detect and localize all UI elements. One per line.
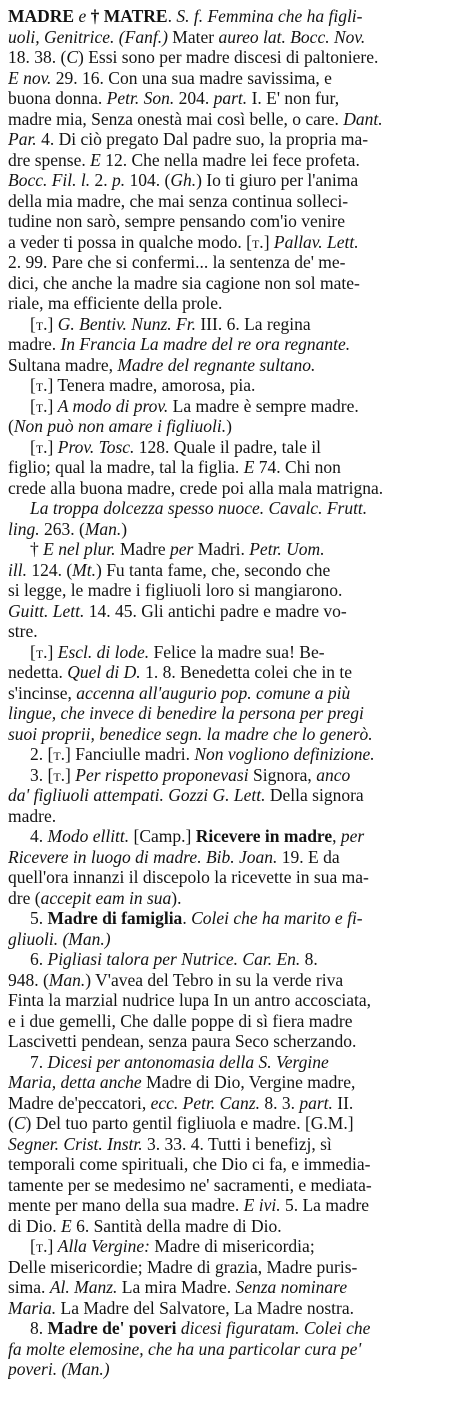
text-run: 104. ( bbox=[125, 170, 171, 190]
text-line bbox=[8, 1277, 457, 1298]
text-line bbox=[8, 437, 457, 458]
text-line bbox=[8, 1072, 457, 1093]
text-line bbox=[8, 293, 457, 314]
text-run: 263. ( bbox=[39, 518, 85, 539]
text-run: 8. 3. bbox=[259, 1092, 300, 1113]
text-line bbox=[8, 355, 457, 376]
text-line bbox=[8, 1216, 457, 1237]
text-run: ). bbox=[171, 887, 182, 908]
text-run: aureo lat. Bocc. Nov. bbox=[218, 26, 366, 47]
text-run: ) Del tuo parto gentil figliuola e madre. [G.M.] bbox=[25, 1113, 354, 1133]
text-run: ] bbox=[47, 436, 58, 457]
text-run: Signora, bbox=[248, 764, 317, 785]
text-run: Bocc. Fil. l. bbox=[8, 170, 91, 190]
text-run: ) Essi sono per madre discesi di paltoniere. bbox=[78, 47, 379, 67]
text-run: Madre del regnante sultano. bbox=[117, 354, 316, 375]
text-line bbox=[8, 170, 457, 191]
text-run: Man. bbox=[84, 518, 122, 539]
text-line bbox=[8, 252, 457, 273]
text-run: della mia madre, che mai senza continua solleci- bbox=[8, 190, 349, 211]
text-run: figlio; qual la madre, tal la figlia. bbox=[8, 457, 244, 477]
text-run: 6. Santità della madre di Dio. bbox=[71, 1215, 282, 1236]
text-line bbox=[8, 334, 457, 355]
text-run: E nel plur. bbox=[43, 539, 116, 559]
text-run: 14. 45. Gli antichi padre e madre vo- bbox=[84, 600, 347, 621]
text-run: E bbox=[243, 457, 255, 477]
text-line bbox=[8, 68, 457, 89]
text-run: crede alla buona madre, crede poi alla mala matrigna. bbox=[8, 477, 384, 498]
text-run: E bbox=[90, 149, 101, 170]
text-run: . bbox=[182, 908, 192, 928]
text-line bbox=[8, 765, 457, 786]
text-run: † MATRE bbox=[90, 6, 168, 26]
text-run: riale, ma efficiente della prole. bbox=[8, 293, 223, 313]
text-line bbox=[8, 478, 457, 499]
text-line bbox=[8, 867, 457, 888]
text-run: Alla Vergine: bbox=[57, 1236, 150, 1256]
text-line bbox=[8, 416, 457, 437]
text-line bbox=[8, 806, 457, 827]
text-line bbox=[8, 129, 457, 150]
text-run: ] bbox=[47, 1236, 58, 1256]
text-run: 3. [ bbox=[30, 764, 54, 785]
text-run: lingue, che invece di benedire la persona per pregi bbox=[8, 703, 364, 723]
text-run: ] bbox=[65, 764, 76, 785]
text-line bbox=[8, 1257, 457, 1278]
text-run: † bbox=[30, 539, 44, 559]
text-run: Madre di famiglia bbox=[47, 908, 183, 928]
text-run: Petr. Son. bbox=[106, 88, 175, 108]
text-run: 2. 99. Pare che si confermi... la sentenza de' me- bbox=[8, 252, 346, 272]
text-run: per bbox=[340, 826, 365, 846]
text-run: quell'ora innanzi il discepolo la ricevette in sua ma- bbox=[8, 867, 369, 887]
text-run: S. f. Femmina che ha figli- bbox=[176, 6, 363, 26]
text-run: dre spense. bbox=[8, 149, 91, 170]
text-run: [Camp.] bbox=[129, 826, 196, 846]
text-run: gliuoli. (Man.) bbox=[8, 928, 111, 949]
text-run: madre mia, Senza onestà mai così belle, o care. bbox=[8, 108, 344, 129]
text-run: Escl. di lode. bbox=[57, 641, 150, 662]
text-run: Non vogliono definizione. bbox=[194, 744, 375, 764]
text-run: t. bbox=[53, 764, 66, 785]
text-line bbox=[8, 1113, 457, 1134]
text-run: In Francia La madre del re ora regnante. bbox=[60, 334, 351, 354]
text-run: 5. La madre bbox=[280, 1195, 370, 1215]
text-run: t. bbox=[35, 436, 48, 457]
text-run: 1. 8. Benedetta colei che in te bbox=[140, 662, 353, 682]
text-run: anco bbox=[316, 764, 351, 785]
text-run: Ricevere in luogo di madre. Bib. Joan. bbox=[8, 846, 278, 867]
text-run: stre. bbox=[8, 621, 38, 641]
text-run: Dicesi per antonomasia della S. Vergine bbox=[47, 1051, 329, 1072]
text-run: poveri. (Man.) bbox=[8, 1359, 110, 1379]
text-line bbox=[8, 601, 457, 622]
text-line bbox=[8, 560, 457, 581]
text-run: 8. bbox=[30, 1318, 48, 1338]
text-line bbox=[8, 1339, 457, 1360]
text-run: [ bbox=[30, 1236, 36, 1256]
text-line bbox=[8, 1031, 457, 1052]
text-run: temporali come spirituali, che Dio ci fa, e immedia- bbox=[8, 1154, 371, 1174]
text-run: E ivi. bbox=[243, 1195, 281, 1215]
text-line bbox=[8, 273, 457, 294]
text-run: 4. bbox=[30, 826, 48, 846]
text-line bbox=[8, 1318, 457, 1339]
text-run: [ bbox=[30, 313, 36, 334]
text-run: mente per mano della sua madre. bbox=[8, 1195, 244, 1215]
text-run: part. bbox=[213, 88, 248, 108]
text-run: 3. 33. 4. Tutti i benefizj, sì bbox=[142, 1133, 332, 1154]
text-run: 29. 16. Con una sua madre savissima, e bbox=[51, 67, 332, 88]
text-run: Felice la madre sua! Be- bbox=[149, 641, 325, 662]
text-run: E nov. bbox=[8, 67, 52, 88]
text-run: Pallav. Lett. bbox=[273, 231, 359, 252]
text-run: tudine non sarò, sempre pensando com'io venire bbox=[8, 211, 346, 231]
text-run: Al. Manz. bbox=[49, 1277, 118, 1297]
text-run: suoi proprii, benedice segn. la madre che lo generò. bbox=[8, 723, 373, 744]
text-run: II. bbox=[332, 1092, 354, 1113]
text-run: accenna all'augurio pop. comune a più bbox=[76, 682, 351, 703]
text-line bbox=[8, 539, 457, 560]
text-line bbox=[8, 949, 457, 970]
text-run: t. bbox=[35, 395, 48, 416]
text-run: [ bbox=[30, 641, 36, 662]
text-run: fa molte elemosine, che ha una particolar cura pe' bbox=[8, 1338, 362, 1359]
text-line bbox=[8, 929, 457, 950]
text-run: Madri. bbox=[193, 539, 250, 559]
text-run: Pigliasi talora per Nutrice. Car. En. bbox=[47, 949, 301, 969]
text-run: ) bbox=[121, 518, 128, 539]
text-run: ) Fu tanta fame, che, secondo che bbox=[96, 559, 331, 580]
text-run: [ bbox=[30, 436, 36, 457]
text-line bbox=[8, 47, 457, 68]
text-run: Finta la marzial nudrice lupa In un antro accosciata, bbox=[8, 990, 371, 1010]
text-run: ] bbox=[47, 395, 58, 416]
text-run: G. Bentiv. Nunz. Fr. bbox=[57, 313, 196, 334]
text-run: 12. Che nella madre lei fece profeta. bbox=[100, 149, 360, 170]
text-run: La madre è sempre madre. bbox=[168, 395, 359, 416]
text-run: Della signora bbox=[265, 785, 364, 805]
text-line bbox=[8, 724, 457, 745]
text-line bbox=[8, 683, 457, 704]
text-run: tamente per se medesimo ne' sacramenti, e mediata- bbox=[8, 1174, 372, 1195]
text-run: Segner. Crist. Instr. bbox=[8, 1133, 143, 1154]
text-run: Quel di D. bbox=[67, 662, 141, 682]
text-run: 2. bbox=[90, 170, 113, 190]
text-run: nedetta. bbox=[8, 662, 68, 682]
text-run: Non può non amare i figliuoli. bbox=[13, 416, 227, 436]
text-run: [ bbox=[30, 395, 36, 416]
text-line bbox=[8, 396, 457, 417]
text-run: 4. Di ciò pregato Dal padre suo, la propria ma- bbox=[36, 129, 369, 149]
text-run: 6. bbox=[30, 949, 48, 969]
text-line bbox=[8, 908, 457, 929]
text-run: t. bbox=[35, 1236, 48, 1256]
text-run: s'incinse, bbox=[8, 682, 77, 703]
text-run: a veder ti possa in qualche modo. [ bbox=[8, 231, 252, 252]
text-run: 7. bbox=[30, 1051, 48, 1072]
text-line bbox=[8, 744, 457, 765]
text-run: 948. ( bbox=[8, 969, 49, 990]
text-line bbox=[8, 888, 457, 909]
text-run: dici, che anche la madre sia cagione non sol mate- bbox=[8, 272, 360, 293]
text-run: 8. bbox=[300, 949, 318, 969]
text-line bbox=[8, 1134, 457, 1155]
text-run: Delle misericordie; Madre di grazia, Madre puris- bbox=[8, 1256, 358, 1277]
text-run: III. 6. La regina bbox=[195, 313, 311, 334]
text-run: C bbox=[66, 47, 79, 67]
text-run: Ricevere in madre bbox=[195, 826, 333, 846]
text-line bbox=[8, 1154, 457, 1175]
text-run: La troppa dolcezza spesso nuoce. Cavalc. Frutt. bbox=[30, 498, 368, 518]
text-run: Mt. bbox=[72, 559, 96, 580]
text-line bbox=[8, 191, 457, 212]
text-line bbox=[8, 990, 457, 1011]
text-run: e bbox=[78, 6, 91, 26]
text-run: p. bbox=[112, 170, 126, 190]
text-run: 204. bbox=[174, 88, 214, 108]
text-run: Par. bbox=[8, 129, 37, 149]
text-line bbox=[8, 847, 457, 868]
text-run: sima. bbox=[8, 1277, 50, 1297]
text-run: ling. bbox=[8, 518, 40, 539]
text-run: ] bbox=[47, 313, 58, 334]
text-run: Lascivetti pendean, senza paura Seco scherzando. bbox=[8, 1031, 357, 1051]
text-run: Guitt. Lett. bbox=[8, 600, 85, 621]
text-run: E bbox=[61, 1215, 72, 1236]
text-line bbox=[8, 211, 457, 232]
text-line bbox=[8, 6, 457, 27]
text-line bbox=[8, 826, 457, 847]
text-run: Man. bbox=[48, 969, 86, 990]
text-run: ] Tenera madre, amorosa, pia. bbox=[47, 375, 256, 395]
text-run: ) bbox=[226, 416, 232, 436]
text-run: A modo di prov. bbox=[57, 395, 169, 416]
text-run: MADRE bbox=[8, 6, 79, 26]
text-run: si legge, le madre i figliuoli loro si mangiarono. bbox=[8, 580, 343, 600]
text-run: dicesi figuratam. Colei che bbox=[180, 1318, 371, 1338]
text-line bbox=[8, 150, 457, 171]
text-line bbox=[8, 232, 457, 253]
text-run: ] Fanciulle madri. bbox=[65, 744, 195, 764]
text-run: , bbox=[332, 826, 341, 846]
text-run: Prov. Tosc. bbox=[57, 436, 135, 457]
text-run: Madre de'peccatori, bbox=[8, 1092, 151, 1113]
text-line bbox=[8, 642, 457, 663]
text-run: 5. bbox=[30, 908, 48, 928]
text-line bbox=[8, 1011, 457, 1032]
text-run: Maria. bbox=[8, 1297, 57, 1318]
text-run: Gh. bbox=[170, 170, 197, 190]
text-run: part. bbox=[299, 1092, 333, 1113]
text-run: madre. bbox=[8, 805, 57, 826]
text-run: accepit eam in sua bbox=[40, 887, 172, 908]
text-run: ill. bbox=[8, 559, 27, 580]
text-run: Per rispetto proponevasi bbox=[75, 764, 249, 785]
text-run: Dant. bbox=[343, 108, 383, 129]
text-run: di Dio. bbox=[8, 1215, 61, 1236]
text-run: madre. bbox=[8, 334, 61, 354]
text-line bbox=[8, 27, 457, 48]
text-line bbox=[8, 457, 457, 478]
text-line bbox=[8, 498, 457, 519]
text-run: La Madre del Salvatore, La Madre nostra. bbox=[56, 1297, 354, 1318]
text-line bbox=[8, 970, 457, 991]
text-run: per bbox=[170, 539, 194, 559]
text-line bbox=[8, 1298, 457, 1319]
text-line bbox=[8, 1236, 457, 1257]
text-run: I. E' non fur, bbox=[247, 88, 340, 108]
text-run: 2. [ bbox=[30, 744, 54, 764]
text-run: ( bbox=[8, 416, 14, 436]
text-run: Madre di Dio, Vergine madre, bbox=[141, 1072, 356, 1092]
text-run: ] bbox=[263, 231, 274, 252]
text-line bbox=[8, 580, 457, 601]
text-run: 19. E da bbox=[277, 846, 340, 867]
text-run: [ bbox=[30, 375, 36, 395]
text-run: Madre bbox=[115, 539, 170, 559]
text-line bbox=[8, 1052, 457, 1073]
text-run: e i due gemelli, Che dalle poppe di sì fiera madre bbox=[8, 1010, 353, 1031]
text-run: Petr. Uom. bbox=[249, 539, 325, 559]
text-run: Modo ellitt. bbox=[47, 826, 130, 846]
text-run: t. bbox=[35, 313, 48, 334]
text-run: buona donna. bbox=[8, 88, 107, 108]
text-line bbox=[8, 703, 457, 724]
text-line bbox=[8, 621, 457, 642]
text-run: t. bbox=[251, 231, 264, 252]
text-line bbox=[8, 109, 457, 130]
text-run: Madre de' poveri bbox=[47, 1318, 177, 1338]
text-run: 128. Quale il padre, tale il bbox=[134, 436, 322, 457]
text-run: Sultana madre, bbox=[8, 354, 118, 375]
text-run: t. bbox=[35, 375, 48, 395]
text-line bbox=[8, 519, 457, 540]
text-run: Madre di misericordia; bbox=[149, 1236, 315, 1256]
text-run: Senza nominare bbox=[235, 1277, 348, 1297]
text-run: Mater bbox=[167, 26, 219, 47]
text-line bbox=[8, 88, 457, 109]
text-run: ] bbox=[47, 641, 58, 662]
text-run: da' figliuoli attempati. Gozzi G. Lett. bbox=[8, 785, 266, 805]
text-line bbox=[8, 662, 457, 683]
text-run: dre ( bbox=[8, 887, 41, 908]
text-line bbox=[8, 1359, 457, 1380]
text-run: ( bbox=[8, 1113, 14, 1133]
text-line bbox=[8, 314, 457, 335]
text-run: Colei che ha marito e fi- bbox=[191, 908, 363, 928]
text-run: 124. ( bbox=[26, 559, 73, 580]
text-run: t. bbox=[35, 641, 48, 662]
text-line bbox=[8, 1195, 457, 1216]
text-line bbox=[8, 375, 457, 396]
text-run: ) V'avea del Tebro in su la verde riva bbox=[85, 969, 344, 990]
text-run: ecc. Petr. Canz. bbox=[150, 1092, 260, 1113]
text-run: 74. Chi non bbox=[254, 457, 341, 477]
text-run: Maria, detta anche bbox=[8, 1072, 142, 1092]
text-run: t. bbox=[53, 744, 66, 764]
text-run: . bbox=[167, 6, 177, 26]
text-run: La mira Madre. bbox=[117, 1277, 236, 1297]
text-line bbox=[8, 785, 457, 806]
text-line bbox=[8, 1093, 457, 1114]
text-run: 18. 38. ( bbox=[8, 47, 67, 67]
text-run: uoli, Genitrice. (Fanf.) bbox=[8, 26, 168, 47]
text-run: C bbox=[13, 1113, 26, 1133]
text-line bbox=[8, 1175, 457, 1196]
text-run: ) Io ti giuro per l'anima bbox=[196, 170, 359, 190]
